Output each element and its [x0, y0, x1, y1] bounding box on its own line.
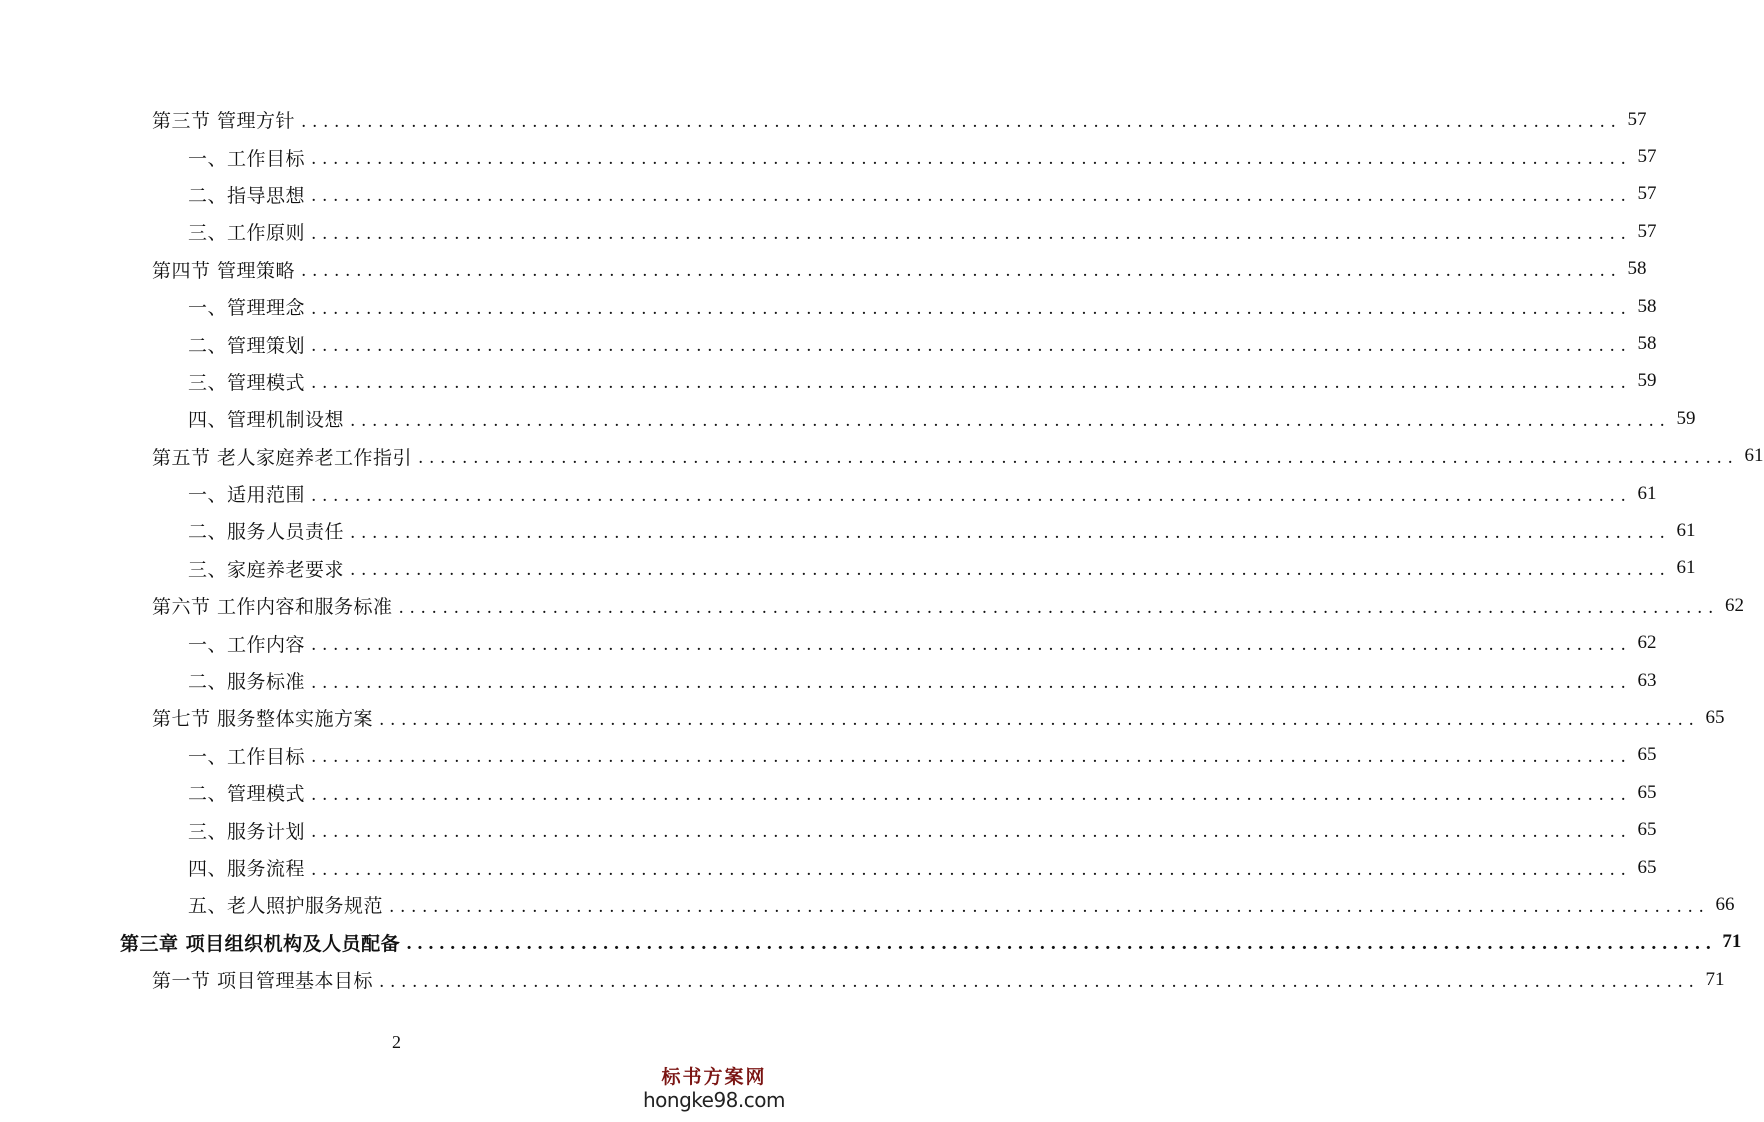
toc-dot-leader: ........................................................................................................................	[311, 298, 1632, 319]
toc-dot-leader: ........................................................................................................................	[389, 896, 1710, 917]
toc-entry-title: 第七节 服务整体实施方案	[152, 708, 374, 731]
toc-entry[interactable]	[0, 587, 1745, 624]
page-number: 2	[392, 1032, 401, 1052]
toc-dot-leader: ........................................................................................................................	[311, 859, 1632, 880]
toc-entry[interactable]	[0, 624, 1657, 661]
toc-entry-title: 三、管理模式	[188, 371, 306, 394]
toc-dot-leader: ........................................................................................................................	[311, 747, 1632, 768]
toc-entry-title: 第一节 项目管理基本目标	[152, 970, 374, 993]
toc-entry-page: 61	[1744, 445, 1764, 467]
toc-entry-page: 65	[1637, 781, 1657, 803]
toc-dot-leader: ........................................................................................................................	[350, 410, 1671, 431]
toc-entry-page: 58	[1637, 333, 1657, 355]
toc-entry[interactable]	[0, 363, 1657, 400]
toc-entry[interactable]	[0, 774, 1657, 811]
toc-entry[interactable]	[0, 550, 1696, 587]
toc-entry[interactable]	[0, 176, 1657, 213]
toc-dot-leader: ........................................................................................................................	[406, 934, 1717, 955]
toc-dot-leader: ........................................................................................................................	[311, 149, 1632, 170]
toc-entry-title: 四、管理机制设想	[188, 409, 345, 432]
toc-dot-leader: ........................................................................................................................	[350, 560, 1671, 581]
toc-entry-title: 二、管理模式	[188, 783, 306, 806]
toc-entry[interactable]	[0, 213, 1657, 250]
toc-entry[interactable]	[0, 288, 1657, 325]
toc-entry[interactable]	[0, 475, 1657, 512]
toc-entry-page: 57	[1627, 108, 1647, 130]
toc-entry-title: 第六节 工作内容和服务标准	[152, 596, 393, 619]
toc-entry-page: 61	[1637, 482, 1657, 504]
toc-entry-title: 四、服务流程	[188, 858, 306, 880]
toc-entry-page: 65	[1705, 706, 1725, 728]
toc-entry-page: 61	[1676, 557, 1696, 579]
watermark-url: hongke98.com	[643, 1088, 785, 1112]
toc-entry[interactable]	[0, 961, 1725, 998]
toc-entry-page: 57	[1637, 220, 1657, 242]
toc-entry-page: 65	[1637, 744, 1657, 766]
toc-dot-leader: ........................................................................................................................	[311, 485, 1632, 506]
toc-entry-title: 三、家庭养老要求	[188, 558, 345, 581]
toc-entry-page: 65	[1637, 856, 1657, 878]
toc-dot-leader: ........................................................................................................................	[311, 635, 1632, 656]
toc-entry[interactable]	[0, 811, 1657, 848]
toc-entry-page: 57	[1637, 183, 1657, 205]
toc-entry-title: 一、工作目标	[188, 745, 306, 768]
toc-dot-leader: ........................................................................................................................	[311, 784, 1632, 805]
toc-entry-title: 第四节 管理策略	[152, 259, 296, 282]
toc-entry-title: 一、工作内容	[188, 633, 306, 656]
toc-entry-title: 三、工作原则	[188, 222, 306, 245]
toc-dot-leader: ........................................................................................................................	[398, 597, 1720, 618]
toc-entry[interactable]	[0, 886, 1735, 923]
toc-entry-page: 58	[1637, 295, 1657, 317]
toc-entry-title: 三、服务计划	[188, 820, 306, 843]
toc-dot-leader: ........................................................................................................................	[311, 672, 1632, 693]
toc-entry-page: 65	[1637, 819, 1657, 841]
toc-entry-title: 一、工作目标	[188, 147, 306, 170]
toc-dot-leader: ........................................................................................................................	[301, 111, 1622, 132]
toc-entry-title: 第三节 管理方针	[152, 110, 296, 133]
toc-entry-title: 五、老人照护服务规范	[188, 895, 384, 918]
toc-dot-leader: ........................................................................................................................	[350, 522, 1671, 543]
toc-entry[interactable]	[0, 849, 1657, 886]
toc-entry-title: 一、适用范围	[188, 484, 306, 507]
toc-dot-leader: ........................................................................................................................	[311, 373, 1632, 394]
toc-dot-leader: ........................................................................................................................	[311, 336, 1632, 357]
toc-entry-page: 71	[1722, 931, 1742, 953]
toc-entry[interactable]	[0, 924, 1742, 961]
toc-entry-title: 二、服务标准	[188, 671, 306, 694]
toc-entry-title: 一、管理理念	[188, 297, 306, 320]
toc-entry-page: 58	[1627, 258, 1647, 280]
watermark-name: 标书方案网	[661, 1066, 767, 1088]
toc-dot-leader: ........................................................................................................................	[379, 709, 1700, 730]
toc-entry[interactable]	[0, 138, 1657, 175]
toc-entry-page: 71	[1705, 968, 1725, 990]
toc-entry-page: 61	[1676, 519, 1696, 541]
toc-entry-page: 59	[1637, 370, 1657, 392]
toc-dot-leader: ........................................................................................................................	[311, 186, 1632, 207]
toc-entry[interactable]	[0, 251, 1647, 288]
toc-entry[interactable]	[0, 699, 1725, 736]
toc-entry-page: 66	[1715, 893, 1735, 915]
toc-entry-title: 第三章 项目组织机构及人员配备	[120, 932, 401, 955]
table-of-contents	[0, 101, 1764, 998]
toc-dot-leader: ........................................................................................................................	[311, 822, 1632, 843]
toc-entry-page: 59	[1676, 407, 1696, 429]
toc-entry-title: 二、管理策划	[188, 334, 306, 357]
toc-entry[interactable]	[0, 438, 1764, 475]
toc-dot-leader: ........................................................................................................................	[301, 261, 1622, 282]
toc-entry-title: 第五节 老人家庭养老工作指引	[152, 446, 413, 469]
toc-entry[interactable]	[0, 101, 1647, 138]
toc-entry-page: 62	[1637, 632, 1657, 654]
toc-dot-leader: ........................................................................................................................	[379, 971, 1700, 992]
toc-entry-page: 62	[1725, 594, 1745, 616]
toc-dot-leader: ........................................................................................................................	[311, 223, 1632, 244]
toc-entry-page: 63	[1637, 669, 1657, 691]
toc-entry-title: 二、服务人员责任	[188, 521, 345, 544]
toc-entry[interactable]	[0, 325, 1657, 362]
toc-entry-title: 二、指导思想	[188, 184, 306, 207]
watermark	[640, 1066, 788, 1112]
toc-entry[interactable]	[0, 512, 1696, 549]
toc-dot-leader: ........................................................................................................................	[418, 448, 1739, 469]
toc-entry[interactable]	[0, 737, 1657, 774]
toc-entry[interactable]	[0, 662, 1657, 699]
toc-entry-page: 57	[1637, 146, 1657, 168]
toc-entry[interactable]	[0, 400, 1696, 437]
